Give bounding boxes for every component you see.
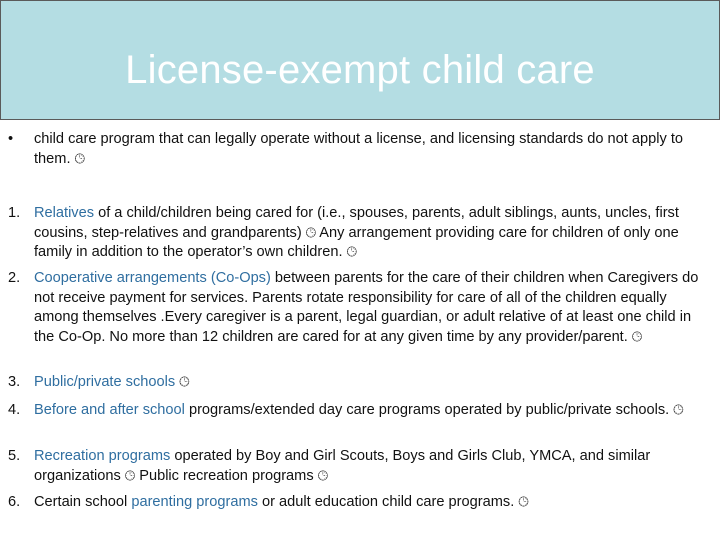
list-item-text [34,269,712,347]
list-item-text [34,401,712,421]
list-marker: 6. [8,494,21,510]
slide-title: License-exempt child care [125,47,595,92]
list-item-6 [0,493,712,513]
item-text: of a child/children being cared for (i.e., spouses, parents, adult siblings, aunts, uncles, first cousins, step-relatives and grandparents) [34,205,679,241]
item-pre-text: Certain school [34,494,132,510]
clock-icon: 🕒︎ [305,225,317,241]
bullet-text: child care program that can legally operate without a license, and licensing standards do not apply to them. [34,131,684,167]
item-text: operated by Boy and Girl Scouts, Boys and Girls Club, YMCA, and similar organizations [34,448,651,484]
clock-icon: 🕒︎ [124,468,136,484]
clock-icon: 🕒︎ [631,329,643,345]
clock-icon: 🕒︎ [673,403,684,418]
list-marker: 3. [8,374,21,390]
highlight-term: Before and after school [34,402,185,418]
list-item-3 [0,373,712,393]
item-text-2: Any arrangement providing care for children of only one family in addition to the operator’s own children. [34,224,679,260]
list-marker: 4. [8,402,21,418]
clock-icon: 🕒︎ [518,495,529,510]
highlight-term: parenting programs [131,494,258,510]
highlight-term: Cooperative arrangements (Co-Ops) [34,270,271,286]
item-text: between parents for the care of their children when Caregivers do not receive payment for services. Parents rotate responsibility for care of all of the children equally among themselves .Every caregiver is a parent, legal guardian, or adult relative of at least one child in the Co-Op. No more than 12 children are cared for at any given time by any provider/parent. [34,270,699,345]
list-item-text [34,373,712,393]
highlight-term: Public/private schools [34,374,176,390]
list-item-text [34,447,712,486]
bullet-text-block [34,130,712,169]
highlight-term: Recreation programs [34,448,171,464]
list-marker: 2. [8,270,21,286]
list-marker: 1. [8,205,21,221]
clock-icon: 🕒︎ [317,468,328,484]
intro-bullet [0,130,712,169]
highlight-term: Relatives [34,205,95,221]
clock-icon: 🕒︎ [74,151,85,167]
title-banner [0,0,720,120]
list-item-2 [0,269,712,347]
bullet-marker: • [8,131,14,147]
clock-icon: 🕒︎ [179,375,190,390]
clock-icon: 🕒︎ [346,245,357,260]
item-text: programs/extended day care programs operated by public/private schools. [184,402,670,418]
item-text: or adult education child care programs. [257,494,515,510]
list-item-1 [0,204,712,263]
list-item-text [34,493,712,513]
list-item-4 [0,401,712,421]
item-text-2: Public recreation programs [135,467,314,484]
list-item-text [34,204,712,263]
list-marker: 5. [8,448,21,464]
list-item-5 [0,447,712,486]
